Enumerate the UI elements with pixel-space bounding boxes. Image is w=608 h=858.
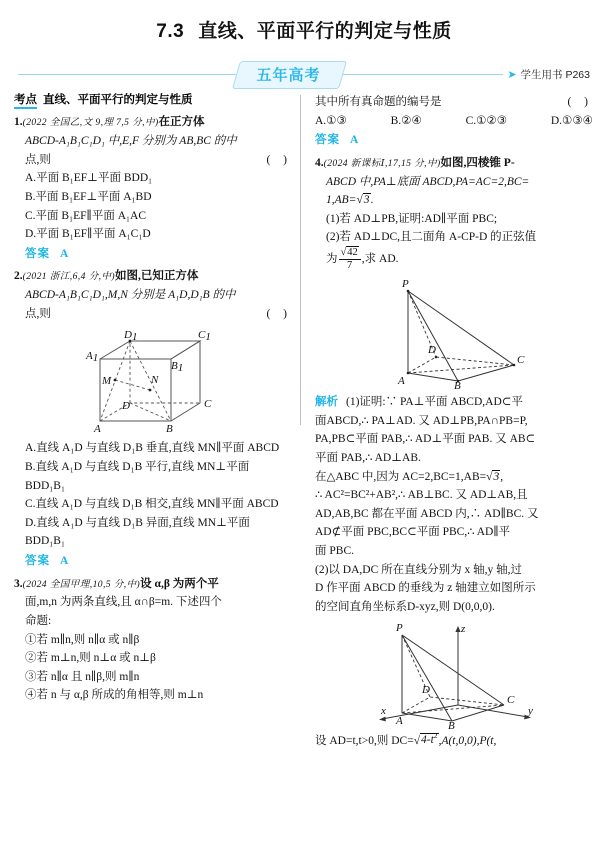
question-3-bracket: ( ) — [567, 96, 593, 108]
question-3-proposition-2: ②若 m⊥n,则 n⊥α 或 n⊥β — [25, 652, 156, 665]
question-2-answer-value: A — [60, 555, 70, 567]
student-book-label: 学生用书 P263 — [520, 68, 590, 81]
section-banner — [0, 59, 608, 89]
pyramid-axes-svg — [368, 621, 540, 729]
question-1-answer-value: A — [60, 247, 70, 260]
question-3 — [14, 575, 292, 705]
question-2-answer — [14, 552, 292, 571]
question-1-bracket: ( ) — [266, 153, 292, 166]
question-3-option-d: D.①③④ — [550, 114, 593, 127]
solution-p2-line3: AD,AB,BC 都在平面 ABCD 内,∴ AD∥BC. 又 — [315, 507, 539, 520]
sqrt-3-b: √3 — [486, 470, 500, 483]
solution-p1-line2: 面ABCD,∴ PA⊥AD. 又 AD⊥PB,PA∩PB=P, — [315, 414, 528, 427]
cube-label-N: N — [151, 374, 159, 387]
question-3-stem-2: 面,m,n 为两条直线,且 α∩β=m. 下述四个 — [25, 596, 222, 609]
kaodian-title: 直线、平面平行的判定与性质 — [43, 94, 193, 106]
question-2-bracket: ( ) — [266, 307, 292, 320]
question-3-answer-value: A — [350, 134, 360, 147]
question-3-option-b: B.②④ — [390, 114, 422, 127]
pyramid-label-P: P — [402, 278, 409, 291]
cube-label-B: B — [166, 423, 173, 436]
question-4-number: 4. — [315, 156, 324, 169]
kaodian-tag: 考点 — [14, 93, 37, 109]
right-column — [301, 93, 593, 853]
left-column — [14, 93, 300, 853]
question-4-meta: (2024 新课标Ⅰ,17,15 分,中) — [323, 157, 441, 169]
axes-label-A: A — [396, 714, 403, 727]
question-4 — [315, 154, 593, 389]
page-title — [0, 0, 608, 43]
question-2-option-d: D.直线 A₁D 与直线 D₁B 异面,直线 MN⊥平面 BDD₁B₁ — [25, 516, 250, 548]
axes-label-P: P — [396, 621, 403, 634]
question-2-meta: (2021 浙江,6,4 分,中) — [22, 271, 115, 283]
sqrt-body: $4-t^2$ — [421, 731, 438, 747]
question-2-stem-3: 点,则 ( ) — [14, 305, 292, 324]
solution-p1-line1: (1)证明:∵ PA⊥平面 ABCD,AD⊂平 — [346, 396, 523, 409]
cube-label-C: C — [204, 398, 212, 411]
question-3-stem-1: 设 α,β 为两个平 — [140, 577, 219, 590]
solution-block — [315, 393, 593, 750]
question-3-answer — [315, 131, 593, 150]
solution-p1-line4: 平面 PAB,∴ AD⊥AB. — [315, 451, 421, 464]
question-4-stem-3: 1,AB=√3. — [326, 194, 374, 207]
cube-label-B1: B1 — [171, 360, 184, 375]
axes-label-C: C — [507, 693, 515, 706]
question-1-number: 1. — [14, 116, 23, 129]
question-1-meta: (2022 全国乙,文 9,理 7,5 分,中) — [22, 117, 159, 129]
cube-label-C1: C1 — [198, 329, 211, 344]
sqrt-4-minus-t2: $√4-t^2$ — [413, 731, 438, 747]
axes-label-z: z — [461, 622, 466, 635]
question-1-option-d: D.平面 B₁EF∥平面 A₁C₁D — [25, 228, 151, 241]
question-3-meta: (2024 全国甲理,10,5 分,中) — [22, 578, 141, 590]
cube-label-M: M — [102, 375, 112, 388]
question-2-option-a: A.直线 A₁D 与直线 D₁B 垂直,直线 MN∥平面 ABCD — [25, 442, 280, 455]
cube-figure-svg — [78, 329, 228, 435]
student-book-ref — [503, 59, 590, 89]
page-title-text: 直线、平面平行的判定与性质 — [198, 21, 452, 42]
question-2-option-c: C.直线 A₁D 与直线 D₁B 相交,直线 MN∥平面 ABCD — [25, 498, 279, 511]
question-3-answer-label: 答案 — [315, 134, 340, 147]
axes-label-D: D — [422, 683, 430, 696]
question-1-option-b: B.平面 B₁EF⊥平面 A₁BD — [25, 190, 152, 203]
question-2-stem-1: 如图,已知正方体 — [114, 270, 199, 283]
question-1 — [14, 113, 292, 263]
question-3-proposition-3: ③若 n∥α 且 n∥β,则 m∥n — [25, 670, 140, 683]
arrow-right-icon: ➤ — [507, 68, 517, 81]
solution-label: 解析 — [315, 396, 338, 409]
pyramid-label-D: D — [428, 344, 436, 357]
question-4-part-2-line-2: 为 $\frac{√42}{7}$ ,求 AD. — [326, 247, 399, 271]
fraction-sqrt42-over-7: $\frac{√42}{7}$ — [339, 247, 361, 271]
question-3-option-a: A.①③ — [315, 114, 347, 127]
solution-p2-line2: ∴ AC²=BC²+AB²,∴ AB⊥BC. 又 AD⊥AB,且 — [315, 489, 528, 502]
question-3-continued — [315, 93, 593, 150]
question-2-option-b: B.直线 A₁D 与直线 D₁B 平行,直线 MN⊥平面 BDD₁B₁ — [25, 460, 250, 492]
question-1-answer-label: 答案 — [25, 247, 50, 260]
page-title-number: 7.3 — [156, 21, 185, 42]
kaodian-header — [14, 93, 292, 109]
sqrt-3: √3 — [356, 194, 370, 207]
banner-tab-label: 五年高考 — [256, 66, 321, 84]
axes-label-x: x — [381, 704, 386, 717]
pyramid-figure-svg — [374, 277, 534, 389]
question-2-answer-label: 答案 — [25, 555, 50, 567]
question-3-tail-text: 其中所有真命题的编号是 ( ) — [315, 93, 593, 112]
question-2 — [14, 267, 292, 570]
solution-p2-line4: AD⊄平面 PBC,BC⊂平面 PBC,∴ AD∥平 — [315, 526, 511, 539]
pyramid-figure-q4 — [315, 277, 593, 389]
question-2-number: 2. — [14, 270, 23, 283]
question-3-number: 3. — [14, 577, 23, 590]
solution-last-line: 设 AD=t,t>0,则 $DC=√4-t^2,A(t,0,0),P(t$, — [315, 731, 497, 747]
question-3-proposition-1: ①若 m∥n,则 n∥α 或 n∥β — [25, 633, 140, 646]
question-4-stem-1: 如图,四棱锥 P- — [440, 156, 515, 169]
pyramid-axes-figure — [315, 621, 593, 729]
question-1-stem-1: 在正方体 — [158, 116, 205, 129]
question-4-part-1: (1)若 AD⊥PB,证明:AD∥平面 PBC; — [326, 212, 498, 225]
cube-figure-q2 — [14, 329, 292, 435]
solution-p1-line3: PA,PB⊂平面 PAB,∴ AD⊥平面 PAB. 又 AB⊂ — [315, 433, 536, 446]
pyramid-label-A: A — [398, 375, 405, 388]
question-2-stem-2: ABCD-A₁B₁C₁D₁,M,N 分别是 A₁D,D₁B 的中 — [25, 289, 236, 301]
solution-p3-line2: D 作平面 ABCD 的垂线为 z 轴建立如图所示 — [315, 582, 536, 595]
two-column-body — [14, 93, 594, 853]
solution-p2-line1: 在△ABC 中,因为 AC=2,BC=1,AB=√3, — [315, 470, 504, 483]
solution-p2-line5: 面 PBC. — [315, 545, 354, 558]
cube-label-D1: D1 — [124, 329, 138, 344]
pyramid-label-B: B — [454, 380, 461, 390]
cube-label-A: A — [94, 423, 101, 436]
question-4-part-2-line-1: (2)若 AD⊥DC,且二面角 A-CP-D 的正弦值 — [326, 231, 537, 244]
question-1-option-a: A.平面 B₁EF⊥平面 BDD₁ — [25, 172, 153, 185]
solution-p3-line3: 的空间直角坐标系D-xyz,则 D(0,0,0). — [315, 600, 495, 613]
cube-label-D: D — [122, 400, 130, 413]
question-3-option-c: C.①②③ — [465, 114, 508, 127]
question-3-proposition-4: ④若 n 与 α,β 所成的角相等,则 m⊥n — [25, 689, 204, 702]
question-3-options-row — [315, 112, 593, 131]
question-1-option-c: C.平面 B₁EF∥平面 A₁AC — [25, 209, 146, 222]
cube-label-A1: A1 — [86, 350, 99, 365]
axes-label-B: B — [448, 719, 455, 729]
pyramid-label-C: C — [517, 354, 525, 367]
axes-label-y: y — [528, 704, 533, 717]
question-1-answer — [14, 245, 292, 264]
solution-line-1 — [315, 393, 593, 412]
solution-p3-line1: (2)以 DA,DC 所在直线分别为 x 轴,y 轴,过 — [315, 563, 522, 576]
question-1-stem-2: ABCD-A₁B₁C₁D₁ 中,E,F 分别为 AB,BC 的中 — [25, 135, 237, 147]
question-3-stem-3: 命题: — [25, 614, 52, 627]
question-4-stem-2: ABCD 中,PA⊥底面 ABCD,PA=AC=2,BC= — [326, 175, 530, 188]
question-1-stem-3: 点,则 ( ) — [14, 151, 292, 170]
